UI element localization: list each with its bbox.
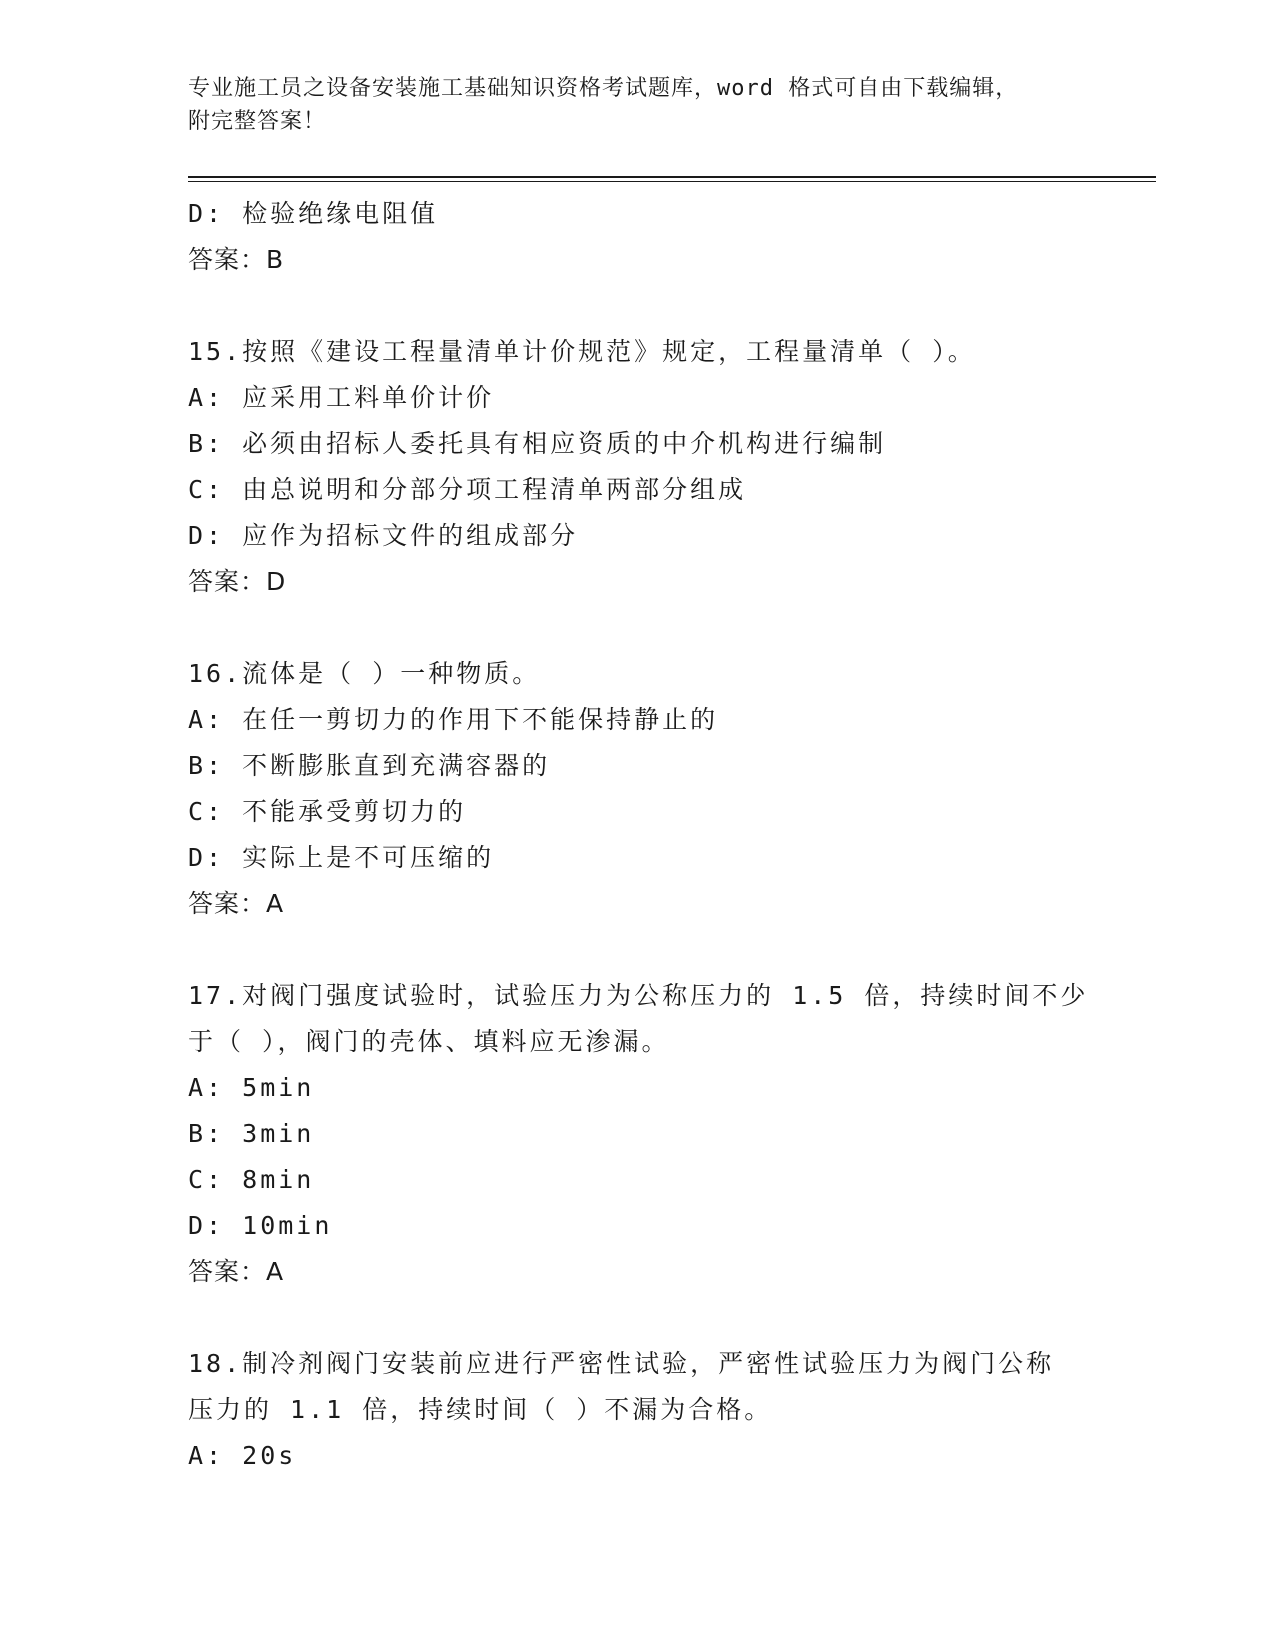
- option-a: A: 20s: [188, 1441, 297, 1470]
- option-d: D: 应作为招标文件的组成部分: [188, 521, 579, 550]
- answer: 答案：A: [188, 1257, 285, 1286]
- question-14-tail: [188, 191, 1088, 283]
- option-b: B: 必须由招标人委托具有相应资质的中介机构进行编制: [188, 429, 887, 458]
- option-a: A: 5min: [188, 1073, 315, 1102]
- header-line-1: 专业施工员之设备安装施工基础知识资格考试题库，word 格式可自由下载编辑，: [188, 76, 1019, 101]
- header-divider-thick: [188, 176, 1156, 178]
- option-b: B: 3min: [188, 1119, 315, 1148]
- answer: 答案：B: [188, 245, 285, 274]
- option-c: C: 不能承受剪切力的: [188, 797, 467, 826]
- option-b: B: 不断膨胀直到充满容器的: [188, 751, 551, 780]
- spacer: [188, 1295, 1088, 1341]
- question-stem-line-1: 17.对阀门强度试验时，试验压力为公称压力的 1.5 倍，持续时间不少: [188, 981, 1089, 1010]
- header-divider-thin: [188, 181, 1156, 182]
- question-stem: 15.按照《建设工程量清单计价规范》规定，工程量清单（ ）。: [188, 337, 976, 366]
- answer: 答案：A: [188, 889, 285, 918]
- header-line-2: 附完整答案！: [188, 109, 327, 134]
- answer: 答案：D: [188, 567, 287, 596]
- option-d: D: 10min: [188, 1211, 333, 1240]
- spacer: [188, 605, 1088, 651]
- question-16: [188, 651, 1088, 927]
- question-list: [188, 191, 1088, 1479]
- spacer: [188, 283, 1088, 329]
- question-stem-line-2: 于（ ），阀门的壳体、填料应无渗漏。: [188, 1027, 670, 1056]
- option-c: C: 8min: [188, 1165, 315, 1194]
- question-15: [188, 329, 1088, 605]
- question-17: [188, 973, 1088, 1295]
- question-18: [188, 1341, 1088, 1479]
- option-d: D: 检验绝缘电阻值: [188, 199, 439, 228]
- document-header: [188, 72, 1088, 138]
- spacer: [188, 927, 1088, 973]
- question-stem: 16.流体是（ ）一种物质。: [188, 659, 541, 688]
- question-stem-line-1: 18.制冷剂阀门安装前应进行严密性试验，严密性试验压力为阀门公称: [188, 1349, 1055, 1378]
- question-stem-line-2: 压力的 1.1 倍，持续时间（ ）不漏为合格。: [188, 1395, 773, 1424]
- option-d: D: 实际上是不可压缩的: [188, 843, 495, 872]
- option-c: C: 由总说明和分部分项工程清单两部分组成: [188, 475, 747, 504]
- option-a: A: 应采用工料单价计价: [188, 383, 495, 412]
- option-a: A: 在任一剪切力的作用下不能保持静止的: [188, 705, 719, 734]
